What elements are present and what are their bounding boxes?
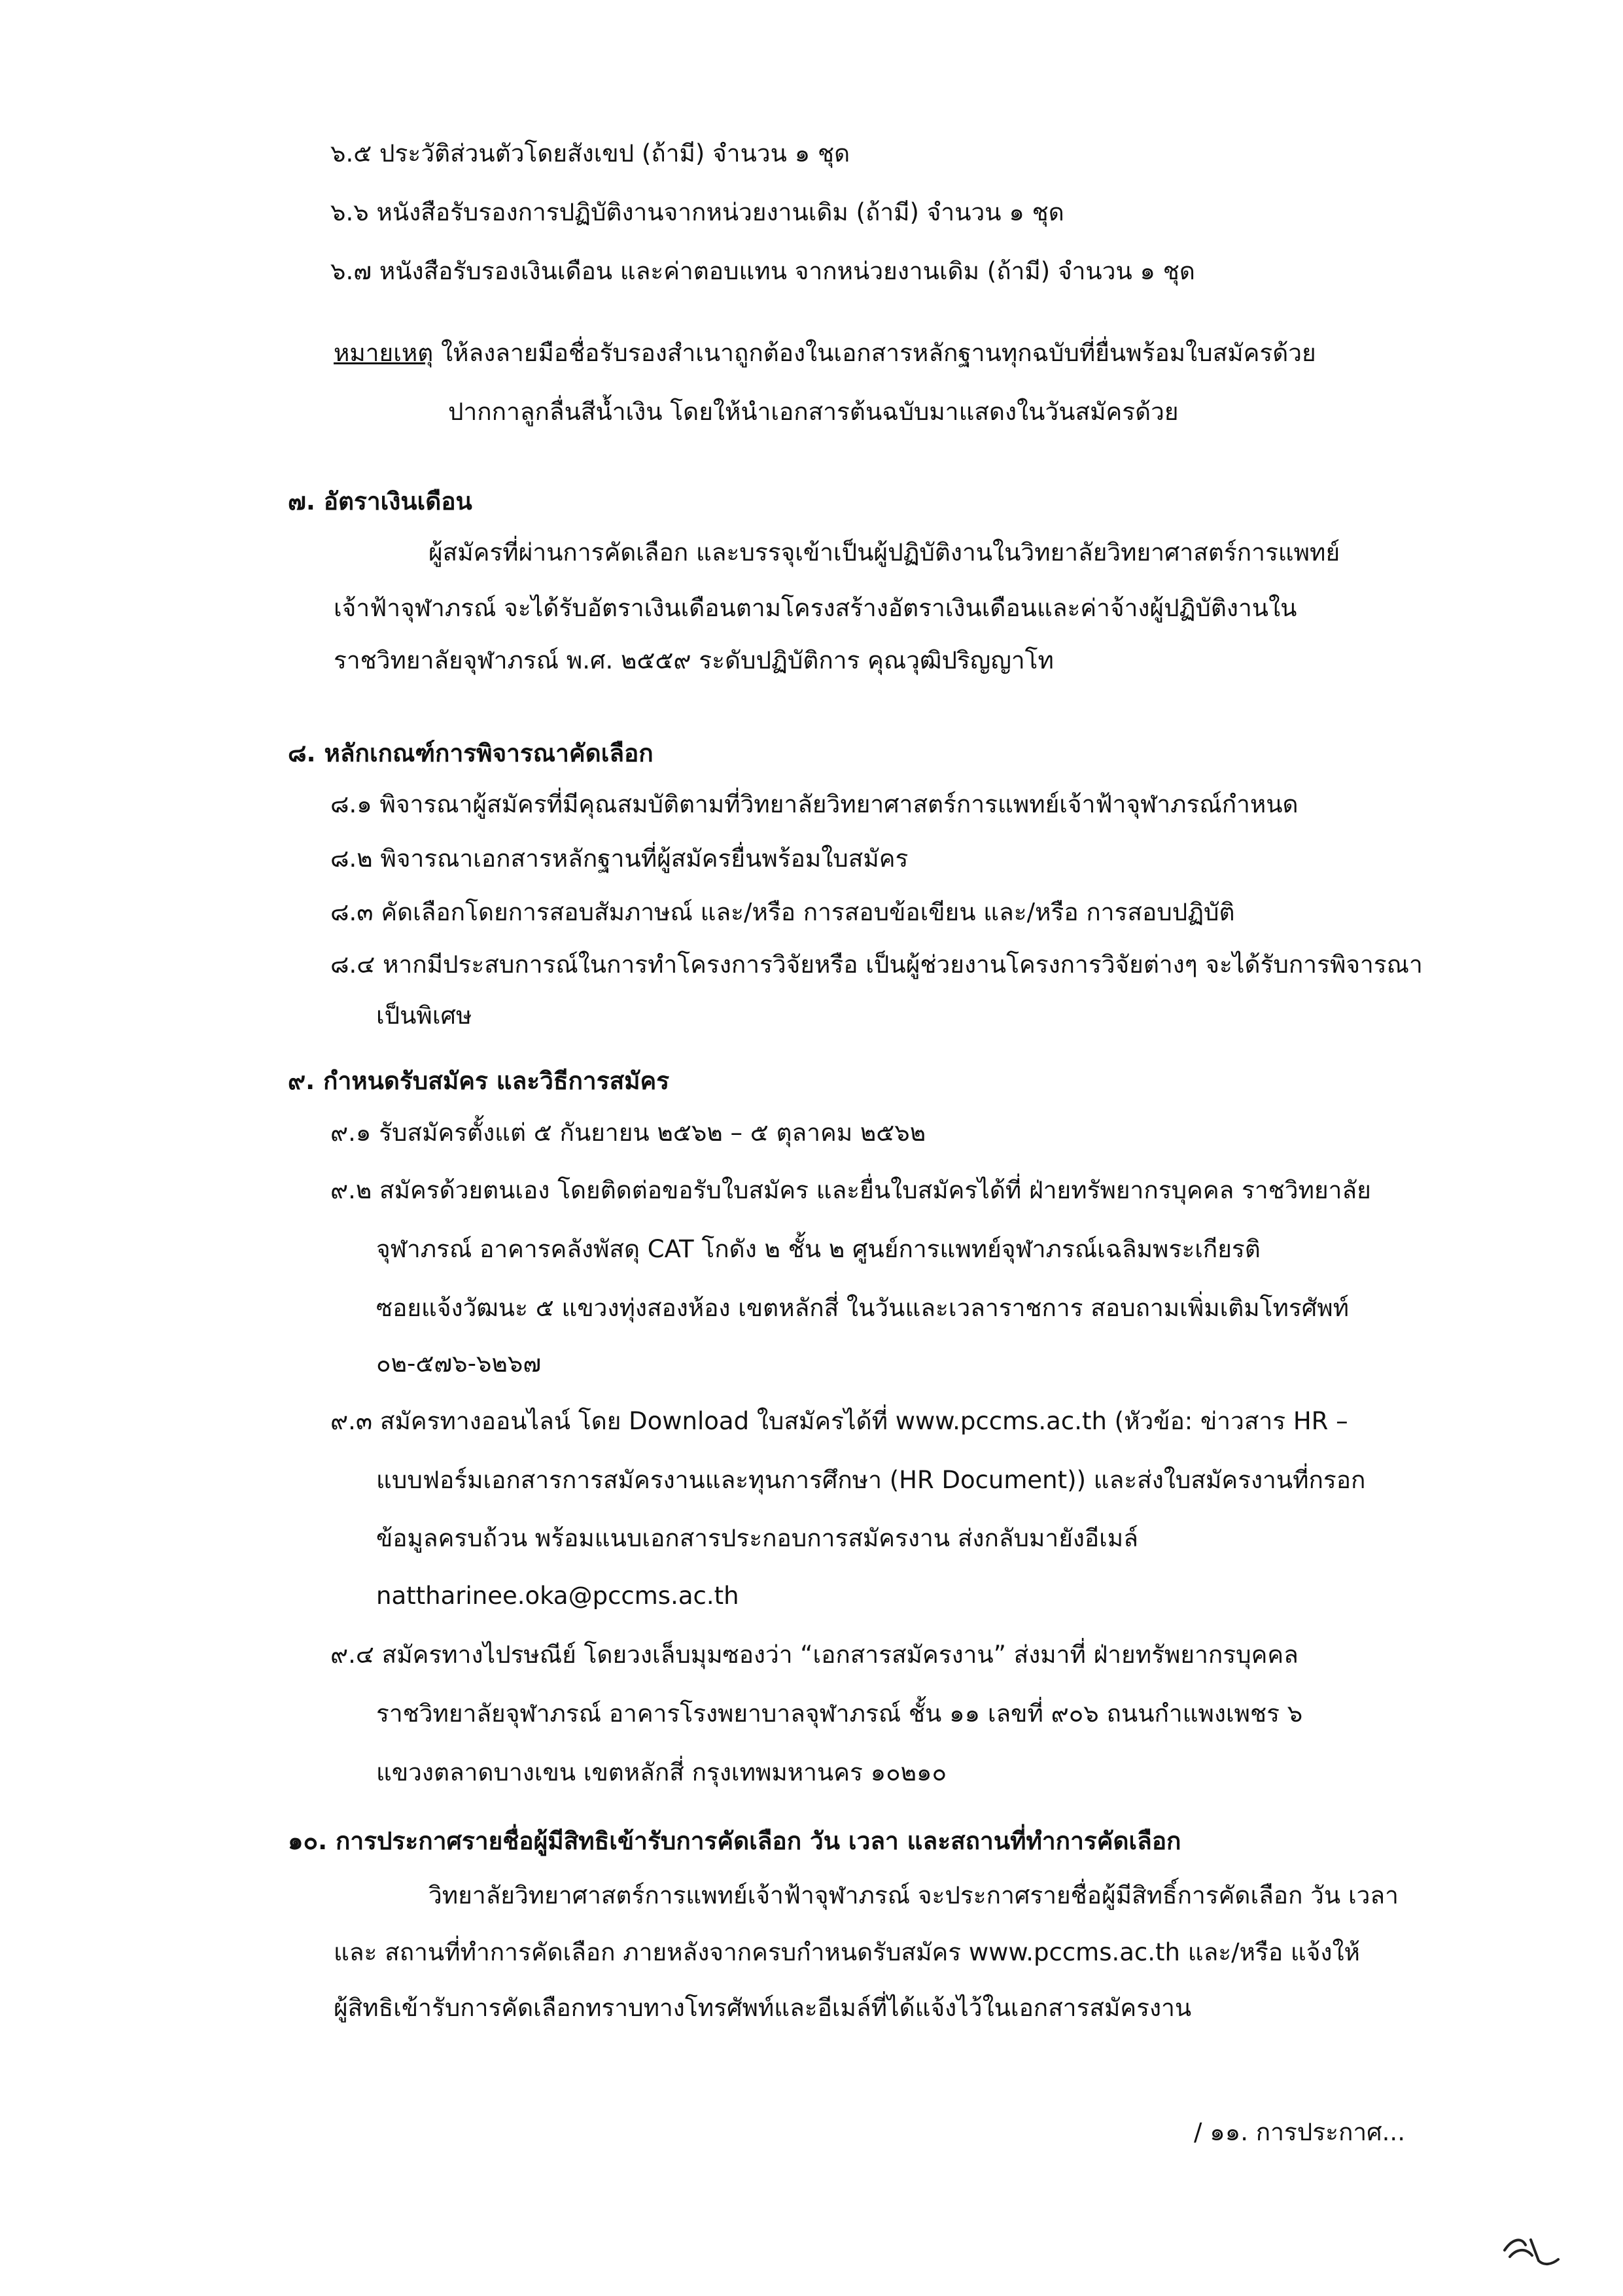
- section-7-para-1: ผู้สมัครที่ผ่านการคัดเลือก และบรรจุเข้าเป็นผู้ปฏิบัติงานในวิทยาลัยวิทยาศาสตร์การแพทย์: [428, 538, 1340, 566]
- item-8-2: ๘.๒ พิจารณาเอกสารหลักฐานที่ผู้สมัครยื่นพร้อมใบสมัคร: [330, 844, 909, 873]
- item-9-2-line-1: ๙.๒ สมัครด้วยตนเอง โดยติดต่อขอรับใบสมัคร และยื่นใบสมัครได้ที่ ฝ่ายทรัพยากรบุคคล ราชวิทยาลัย: [330, 1176, 1371, 1204]
- item-9-3-line-3: ข้อมูลครบถ้วน พร้อมแนบเอกสารประกอบการสมัครงาน ส่งกลับมายังอีเมล์: [376, 1524, 1138, 1552]
- handwritten-initials-icon: [1499, 2231, 1562, 2270]
- item-9-4-line-1: ๙.๔ สมัครทางไปรษณีย์ โดยวงเล็บมุมซองว่า “เอกสารสมัครงาน” ส่งมาที่ ฝ่ายทรัพยากรบุคคล: [330, 1641, 1299, 1669]
- item-8-4-line-1: ๘.๔ หากมีประสบการณ์ในการทำโครงการวิจัยหรือ เป็นผู้ช่วยงานโครงการวิจัยต่างๆ จะได้รับการพิจารณา: [330, 950, 1423, 979]
- item-9-3-line-2: แบบฟอร์มเอกสารการสมัครงานและทุนการศึกษา (HR Document)) และส่งใบสมัครงานที่กรอก: [376, 1466, 1366, 1494]
- item-9-2-phone: ๐๒-๕๗๖-๖๒๖๗: [376, 1349, 542, 1378]
- item-6-6: ๖.๖ หนังสือรับรองการปฏิบัติงานจากหน่วยงานเดิม (ถ้ามี) จำนวน ๑ ชุด: [330, 198, 1064, 226]
- section-7-para-2: เจ้าฟ้าจุฬาภรณ์ จะได้รับอัตราเงินเดือนตามโครงสร้างอัตราเงินเดือนและค่าจ้างผู้ปฏิบัติงานใน: [334, 594, 1297, 622]
- note-label: หมายเหตุ: [334, 339, 434, 367]
- item-9-1: ๙.๑ รับสมัครตั้งแต่ ๕ กันยายน ๒๕๖๒ – ๕ ตุลาคม ๒๕๖๒: [330, 1119, 926, 1147]
- note-text-1: ให้ลงลายมือชื่อรับรองสำเนาถูกต้องในเอกสารหลักฐานทุกฉบับที่ยื่นพร้อมใบสมัครด้วย: [433, 339, 1316, 367]
- section-9-heading: ๙. กำหนดรับสมัคร และวิธีการสมัคร: [288, 1067, 670, 1095]
- section-10-para-3: ผู้สิทธิเข้ารับการคัดเลือกทราบทางโทรศัพท์และอีเมล์ที่ได้แจ้งไว้ในเอกสารสมัครงาน: [334, 1994, 1192, 2022]
- section-7-para-3: ราชวิทยาลัยจุฬาภรณ์ พ.ศ. ๒๕๕๙ ระดับปฏิบัติการ คุณวุฒิปริญญาโท: [334, 646, 1054, 674]
- item-9-3-email: nattharinee.oka@pccms.ac.th: [376, 1582, 739, 1610]
- note-line-1: [334, 337, 1316, 370]
- note-line-2: ปากกาลูกลื่นสีน้ำเงิน โดยให้นำเอกสารต้นฉบับมาแสดงในวันสมัครด้วย: [448, 398, 1179, 426]
- section-7-heading: ๗. อัตราเงินเดือน: [288, 487, 472, 515]
- section-8-heading: ๘. หลักเกณฑ์การพิจารณาคัดเลือก: [288, 739, 654, 767]
- item-8-4-line-2: เป็นพิเศษ: [376, 1001, 472, 1030]
- item-9-2-line-2: จุฬาภรณ์ อาคารคลังพัสดุ CAT โกดัง ๒ ชั้น ๒ ศูนย์การแพทย์จุฬาภรณ์เฉลิมพระเกียรติ: [376, 1235, 1261, 1263]
- section-10-para-2: และ สถานที่ทำการคัดเลือก ภายหลังจากครบกำหนดรับสมัคร www.pccms.ac.th และ/หรือ แจ้งให้: [334, 1938, 1360, 1966]
- item-9-2-line-3: ซอยแจ้งวัฒนะ ๕ แขวงทุ่งสองห้อง เขตหลักสี่ ในวันและเวลาราชการ สอบถามเพิ่มเติมโทรศัพท์: [376, 1294, 1350, 1322]
- section-10-heading: ๑๐. การประกาศรายชื่อผู้มีสิทธิเข้ารับการคัดเลือก วัน เวลา และสถานที่ทำการคัดเลือก: [288, 1827, 1181, 1855]
- item-8-3: ๘.๓ คัดเลือกโดยการสอบสัมภาษณ์ และ/หรือ การสอบข้อเขียน และ/หรือ การสอบปฏิบัติ: [330, 898, 1235, 926]
- item-6-7: ๖.๗ หนังสือรับรองเงินเดือน และค่าตอบแทน จากหน่วยงานเดิม (ถ้ามี) จำนวน ๑ ชุด: [330, 257, 1195, 285]
- item-9-3-line-1: ๙.๓ สมัครทางออนไลน์ โดย Download ใบสมัครได้ที่ www.pccms.ac.th (หัวข้อ: ข่าวสาร HR –: [330, 1407, 1348, 1435]
- item-6-5: ๖.๕ ประวัติส่วนตัวโดยสังเขป (ถ้ามี) จำนวน ๑ ชุด: [330, 139, 850, 167]
- item-9-4-line-2: ราชวิทยาลัยจุฬาภรณ์ อาคารโรงพยาบาลจุฬาภรณ์ ชั้น ๑๑ เลขที่ ๙๐๖ ถนนกำแพงเพชร ๖: [376, 1699, 1303, 1728]
- item-8-1: ๘.๑ พิจารณาผู้สมัครที่มีคุณสมบัติตามที่วิทยาลัยวิทยาศาสตร์การแพทย์เจ้าฟ้าจุฬาภรณ์กำหนด: [330, 790, 1299, 818]
- item-9-4-line-3: แขวงตลาดบางเขน เขตหลักสี่ กรุงเทพมหานคร ๑๐๒๑๐: [376, 1758, 947, 1786]
- next-page-continuation: / ๑๑. การประกาศ...: [1194, 2118, 1405, 2146]
- section-10-para-1: วิทยาลัยวิทยาศาสตร์การแพทย์เจ้าฟ้าจุฬาภรณ์ จะประกาศรายชื่อผู้มีสิทธิ์การคัดเลือก วัน เวลา: [428, 1881, 1399, 1909]
